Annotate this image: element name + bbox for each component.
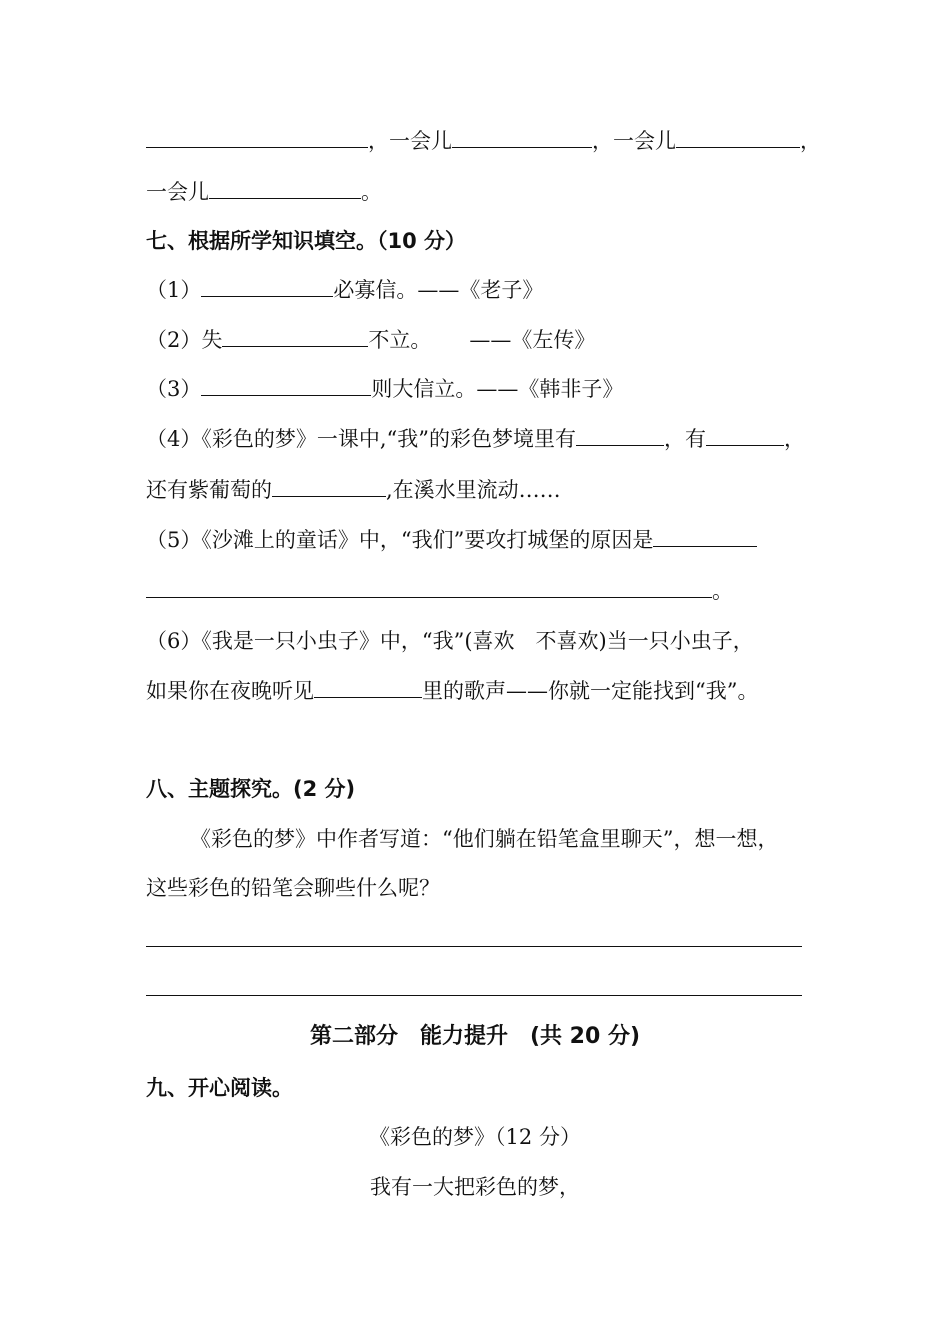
section-8-heading: 八、主题探究。(2 分): [146, 777, 356, 801]
answer-blank[interactable]: [146, 579, 712, 598]
question-7-4-cont: 还有紫葡萄的 ,在溪水里流动……: [146, 478, 561, 502]
question-7-6: （6）《我是一只小虫子》中，“我”(喜欢 不喜欢)当一只小虫子，: [146, 629, 754, 653]
section-8-paragraph: 《彩色的梦》中作者写道：“他们躺在铅笔盒里聊天”，想一想，: [190, 827, 779, 851]
question-7-2: （2）失 不立。 ——《左传》: [146, 328, 596, 352]
answer-blank[interactable]: [676, 129, 800, 148]
question-7-6-cont: 如果你在夜晚听见 里的歌声——你就一定能找到“我”。: [146, 679, 759, 703]
section-8-paragraph-cont: 这些彩色的铅笔会聊些什么呢？: [146, 876, 440, 900]
answer-blank[interactable]: [146, 129, 368, 148]
question-7-3: （3） 则大信立。——《韩非子》: [146, 377, 624, 401]
question-7-5-cont: 。: [146, 576, 733, 606]
answer-blank[interactable]: [272, 478, 386, 497]
poem-title: 《彩色的梦》（12 分）: [369, 1125, 581, 1149]
question-7-4: （4）《彩色的梦》一课中,“我”的彩色梦境里有 ，有 ，: [146, 427, 806, 451]
question-7-5: （5）《沙滩上的童话》中，“我们”要攻打城堡的原因是: [146, 525, 757, 555]
answer-blank[interactable]: [452, 129, 592, 148]
fill-line-1: ，一会儿 ，一会儿 ，: [146, 126, 821, 156]
answer-blank[interactable]: [222, 328, 368, 347]
answer-blank[interactable]: [653, 528, 757, 547]
answer-blank[interactable]: [209, 180, 361, 199]
fill-line-2: 一会儿 。: [146, 180, 382, 204]
section-7-heading: 七、根据所学知识填空。（10 分）: [146, 229, 467, 253]
section-9-heading: 九、开心阅读。: [146, 1076, 293, 1100]
answer-blank[interactable]: [706, 427, 784, 446]
answer-blank[interactable]: [201, 377, 371, 396]
answer-blank[interactable]: [314, 679, 422, 698]
answer-line[interactable]: [146, 946, 802, 947]
part-2-title: 第二部分 能力提升 (共 20 分): [309, 1024, 641, 1049]
question-7-1: （1） 必寡信。——《老子》: [146, 278, 544, 302]
answer-blank[interactable]: [576, 427, 664, 446]
poem-line: 我有一大把彩色的梦，: [370, 1175, 580, 1199]
answer-blank[interactable]: [201, 278, 333, 297]
answer-line[interactable]: [146, 995, 802, 996]
